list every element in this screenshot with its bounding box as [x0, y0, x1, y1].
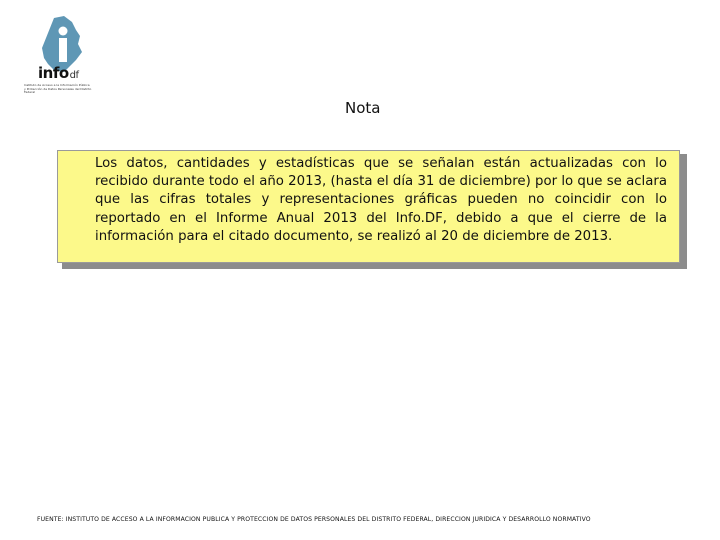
page-title: Nota — [345, 99, 381, 117]
note-text: Los datos, cantidades y estadísticas que se señalan están actualizadas con lo recibido durante todo el año 2013, (hasta el día 31 de diciembre) por lo que se aclara que las cifras totales y representaciones gráficas pueden no coincidir con lo reportado en el Informe Anual 2013 del Info.DF, debido a que el cierre de la información para el citado documento, se realizó al 20 de diciembre de 2013. — [95, 156, 667, 244]
logo-tagline — [24, 84, 102, 95]
logo-wordmark — [38, 64, 79, 82]
logo-wordmark-suffix: df — [69, 70, 79, 81]
logo-tagline-line: Instituto de Acceso a la Información Pública — [24, 83, 90, 87]
note-box — [57, 150, 680, 263]
logo-tagline-line: y Protección de Datos Personales del Distrito Federal — [24, 86, 92, 95]
logo-wordmark-main: info — [38, 64, 69, 82]
footer-source: FUENTE: INSTITUTO DE ACCESO A LA INFORMACION PUBLICA Y PROTECCION DE DATOS PERSONALES DEL DISTRITO FEDERAL, DIRECCION JURIDICA Y DESARROLLO NORMATIVO — [37, 516, 591, 523]
